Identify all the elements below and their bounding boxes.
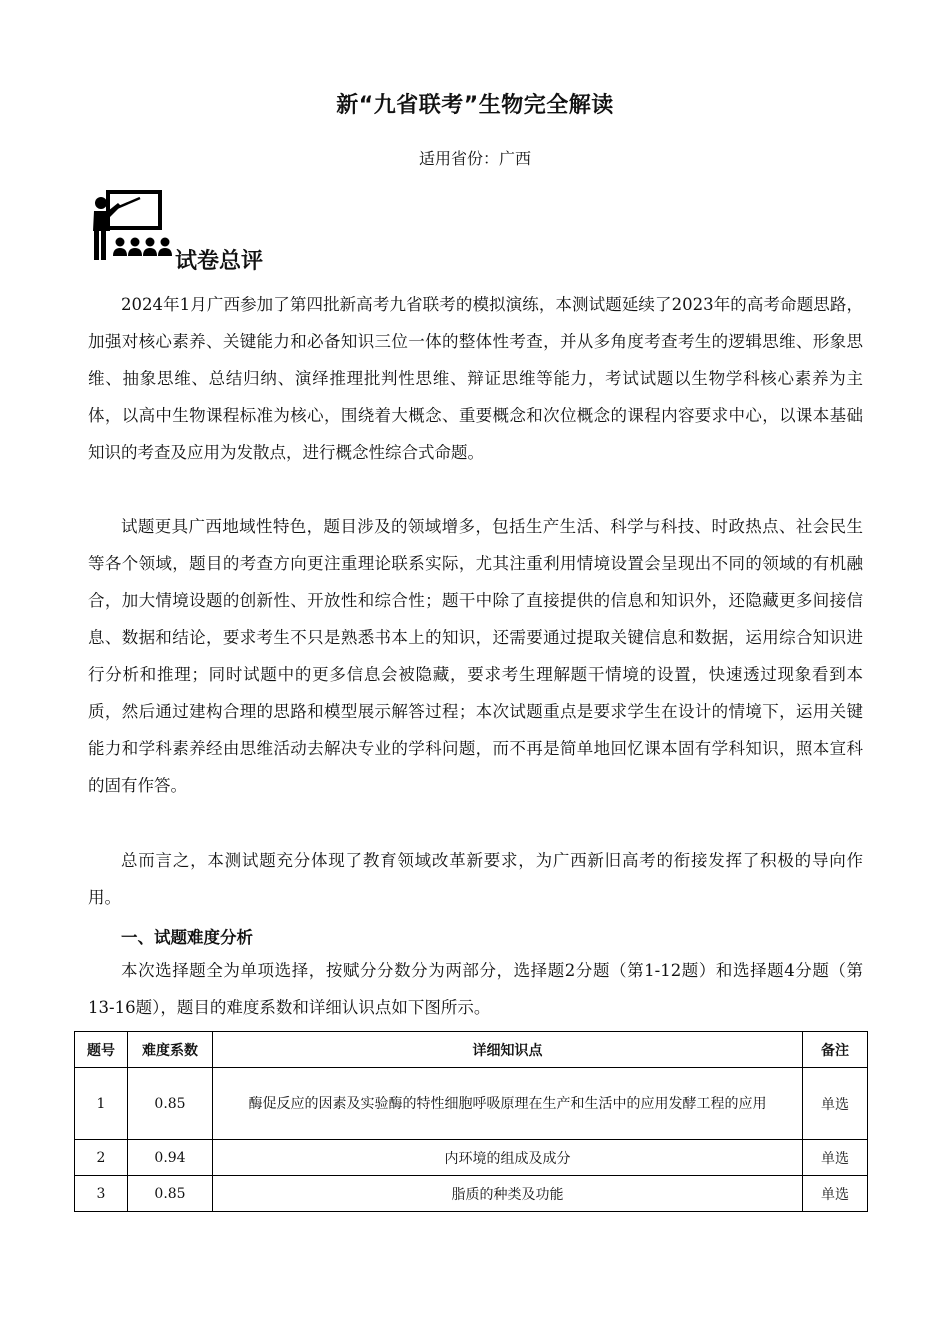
table-header-row xyxy=(75,1032,868,1068)
cell-difficulty: 0.94 xyxy=(128,1140,213,1176)
document-title: 新“九省联考”生物完全解读 xyxy=(336,93,614,118)
cell-difficulty: 0.85 xyxy=(128,1176,213,1212)
paragraph: 2024年1月广西参加了第四批新高考九省联考的模拟演练，本测试题延续了2023年的高考命题思路，加强对核心素养、关键能力和必备知识三位一体的整体性考查，并从多角度考查考生的逻辑思维、形象思维、抽象思维、总结归纳、演绎推理批判性思维、辩证思维等能力，考试试题以生物学科核心素养为主体，以高中生物课程标准为核心，围绕着大概念、重要概念和次位概念的课程内容要求中心，以课本基础知识的考查及应用为发散点，进行概念性综合式命题。 xyxy=(88,295,863,462)
section-heading: 试卷总评 xyxy=(175,249,264,274)
cell-note: 单选 xyxy=(803,1068,868,1140)
cell-detail: 脂质的种类及功能 xyxy=(213,1176,803,1212)
cell-note: 单选 xyxy=(803,1140,868,1176)
cell-no: 2 xyxy=(75,1140,128,1176)
table-row xyxy=(75,1068,868,1140)
header-detail: 详细知识点 xyxy=(213,1032,803,1068)
document-subtitle: 适用省份：广西 xyxy=(418,149,531,168)
cell-detail: 内环境的组成及成分 xyxy=(213,1140,803,1176)
header-no: 题号 xyxy=(75,1032,128,1068)
teacher-classroom-icon xyxy=(88,190,172,266)
paragraph: 总而言之，本测试题充分体现了教育领域改革新要求，为广西新旧高考的衔接发挥了积极的导向作用。 xyxy=(88,851,863,907)
cell-no: 3 xyxy=(75,1176,128,1212)
knowledge-table xyxy=(74,1031,868,1212)
cell-difficulty: 0.85 xyxy=(128,1068,213,1140)
cell-note: 单选 xyxy=(803,1176,868,1212)
subsection-heading: 一、试题难度分析 xyxy=(121,928,253,947)
paragraph: 本次选择题全为单项选择，按赋分分数分为两部分，选择题2分题（第1-12题）和选择题4分题（第13-16题），题目的难度系数和详细认识点如下图所示。 xyxy=(88,961,863,1017)
paragraph: 试题更具广西地域性特色，题目涉及的领域增多，包括生产生活、科学与科技、时政热点、社会民生等各个领域，题目的考查方向更注重理论联系实际，尤其注重利用情境设置会呈现出不同的领域的有机融合，加大情境设题的创新性、开放性和综合性；题干中除了直接提供的信息和知识外，还隐藏更多间接信息、数据和结论，要求考生不只是熟悉书本上的知识，还需要通过提取关键信息和数据，运用综合知识进行分析和推理；同时试题中的更多信息会被隐藏，要求考生理解题干情境的设置，快速透过现象看到本质，然后通过建构合理的思路和模型展示解答过程；本次试题重点是要求学生在设计的情境下，运用关键能力和学科素养经由思维活动去解决专业的学科问题，而不再是简单地回忆课本固有学科知识，照本宣科的固有作答。 xyxy=(88,517,863,795)
header-note: 备注 xyxy=(803,1032,868,1068)
cell-no: 1 xyxy=(75,1068,128,1140)
cell-detail: 酶促反应的因素及实验酶的特性细胞呼吸原理在生产和生活中的应用发酵工程的应用 xyxy=(213,1068,803,1140)
table-row xyxy=(75,1140,868,1176)
table-row xyxy=(75,1176,868,1212)
header-difficulty: 难度系数 xyxy=(128,1032,213,1068)
